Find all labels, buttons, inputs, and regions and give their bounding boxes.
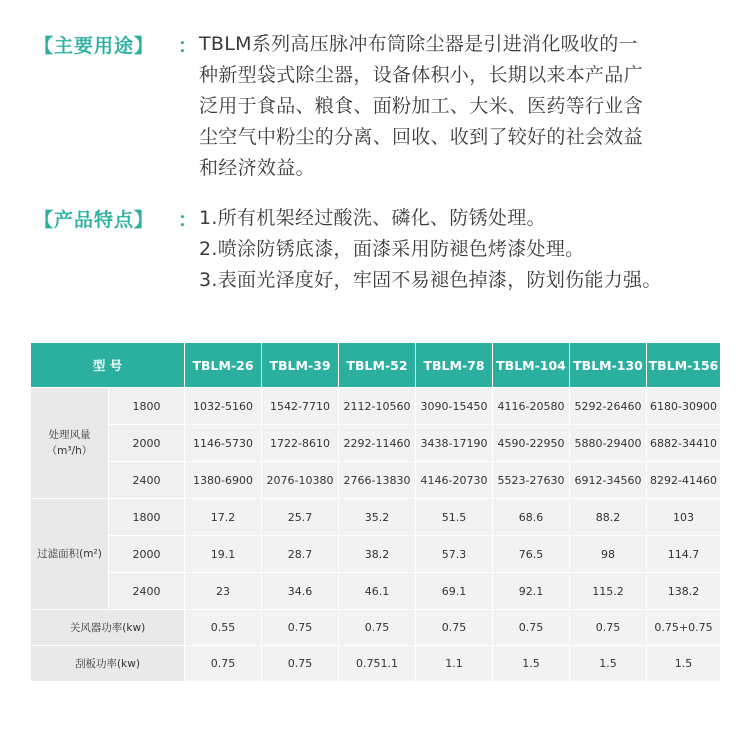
table-cell: 4146-20730: [416, 462, 493, 499]
table-cell: 3090-15450: [416, 388, 493, 425]
usage-label: 【主要用途】: [34, 35, 155, 57]
header-model: 型 号: [31, 343, 185, 388]
table-cell: 0.75+0.75: [647, 610, 721, 646]
table-cell: 1.5: [493, 646, 570, 682]
table-cell: 2076-10380: [262, 462, 339, 499]
header-cell: TBLM-78: [416, 343, 493, 388]
table-cell: 17.2: [185, 499, 262, 536]
table-cell: 4590-22950: [493, 425, 570, 462]
table-cell: 4116-20580: [493, 388, 570, 425]
table-cell: 103: [647, 499, 721, 536]
table-cell: 23: [185, 573, 262, 610]
usage-line: 和经济效益。: [199, 157, 315, 179]
table-row: [31, 388, 721, 425]
table-cell: 68.6: [493, 499, 570, 536]
header-cell: TBLM-156: [647, 343, 721, 388]
header-cell: TBLM-52: [339, 343, 416, 388]
table-cell: 2400: [109, 462, 185, 499]
usage-line: 泛用于食品、粮食、面粉加工、大米、医药等行业含: [199, 95, 643, 117]
feature-item: 1.所有机架经过酸洗、磷化、防锈处理。: [199, 207, 546, 229]
table-row: [31, 646, 721, 682]
table-cell: 1542-7710: [262, 388, 339, 425]
table-row: [31, 536, 721, 573]
table-cell: 1.5: [570, 646, 647, 682]
table-cell: 6912-34560: [570, 462, 647, 499]
table-cell: 69.1: [416, 573, 493, 610]
table-cell: 138.2: [647, 573, 721, 610]
table-cell: 0.75: [493, 610, 570, 646]
table-cell: 2112-10560: [339, 388, 416, 425]
table-cell: 5523-27630: [493, 462, 570, 499]
table-cell: 0.55: [185, 610, 262, 646]
usage-line: 尘空气中粉尘的分离、回收、收到了较好的社会效益: [199, 126, 643, 148]
table-cell: 1800: [109, 388, 185, 425]
table-cell: 2400: [109, 573, 185, 610]
filter-area-label: 过滤面积(m²): [31, 499, 109, 610]
table-cell: 0.751.1: [339, 646, 416, 682]
table-row: [31, 610, 721, 646]
table-header-row: [31, 343, 721, 388]
usage-line: 种新型袋式除尘器，设备体积小，长期以来本产品广: [199, 64, 643, 86]
table-cell: 2766-13830: [339, 462, 416, 499]
table-cell: 19.1: [185, 536, 262, 573]
table-cell: 0.75: [570, 610, 647, 646]
spec-table: [30, 343, 721, 682]
table-row: [31, 462, 721, 499]
table-row: [31, 573, 721, 610]
feature-item: 2.喷涂防锈底漆，面漆采用防褪色烤漆处理。: [199, 238, 585, 260]
table-cell: 2000: [109, 536, 185, 573]
table-cell: 98: [570, 536, 647, 573]
table-cell: 1.5: [647, 646, 721, 682]
table-row: [31, 499, 721, 536]
airflow-group-label: [31, 388, 109, 499]
table-cell: 28.7: [262, 536, 339, 573]
header-cell: TBLM-26: [185, 343, 262, 388]
usage-line: TBLM系列高压脉冲布筒除尘器是引进消化吸收的一: [199, 33, 638, 55]
table-cell: 0.75: [262, 610, 339, 646]
table-cell: 115.2: [570, 573, 647, 610]
features-colon: ：: [178, 209, 198, 231]
table-cell: 8292-41460: [647, 462, 721, 499]
table-cell: 1722-8610: [262, 425, 339, 462]
table-cell: 3438-17190: [416, 425, 493, 462]
features-label: 【产品特点】: [34, 209, 155, 231]
table-cell: 35.2: [339, 499, 416, 536]
table-cell: 1800: [109, 499, 185, 536]
usage-description: [199, 29, 719, 184]
table-cell: 5880-29400: [570, 425, 647, 462]
airflow-unit: （m³/h）: [46, 445, 93, 457]
fan-power-label: 关风器功率(kw): [31, 610, 185, 646]
table-cell: 0.75: [416, 610, 493, 646]
table-cell: 1.1: [416, 646, 493, 682]
scraper-power-label: 刮板功率(kw): [31, 646, 185, 682]
table-cell: 34.6: [262, 573, 339, 610]
header-cell: TBLM-39: [262, 343, 339, 388]
table-cell: 1032-5160: [185, 388, 262, 425]
table-cell: 1146-5730: [185, 425, 262, 462]
airflow-label: 处理风量: [48, 429, 91, 441]
table-cell: 38.2: [339, 536, 416, 573]
table-cell: 25.7: [262, 499, 339, 536]
features-list: [199, 203, 719, 296]
table-cell: 114.7: [647, 536, 721, 573]
table-cell: 88.2: [570, 499, 647, 536]
table-cell: 0.75: [339, 610, 416, 646]
table-cell: 92.1: [493, 573, 570, 610]
table-row: [31, 425, 721, 462]
table-cell: 2292-11460: [339, 425, 416, 462]
table-cell: 2000: [109, 425, 185, 462]
table-cell: 0.75: [185, 646, 262, 682]
table-cell: 46.1: [339, 573, 416, 610]
table-cell: 76.5: [493, 536, 570, 573]
table-cell: 6882-34410: [647, 425, 721, 462]
table-cell: 0.75: [262, 646, 339, 682]
table-cell: 6180-30900: [647, 388, 721, 425]
table-cell: 1380-6900: [185, 462, 262, 499]
table-cell: 57.3: [416, 536, 493, 573]
table-cell: 51.5: [416, 499, 493, 536]
header-cell: TBLM-104: [493, 343, 570, 388]
table-cell: 5292-26460: [570, 388, 647, 425]
header-cell: TBLM-130: [570, 343, 647, 388]
usage-colon: ：: [178, 35, 198, 57]
feature-item: 3.表面光泽度好，牢固不易褪色掉漆，防划伤能力强。: [199, 269, 662, 291]
